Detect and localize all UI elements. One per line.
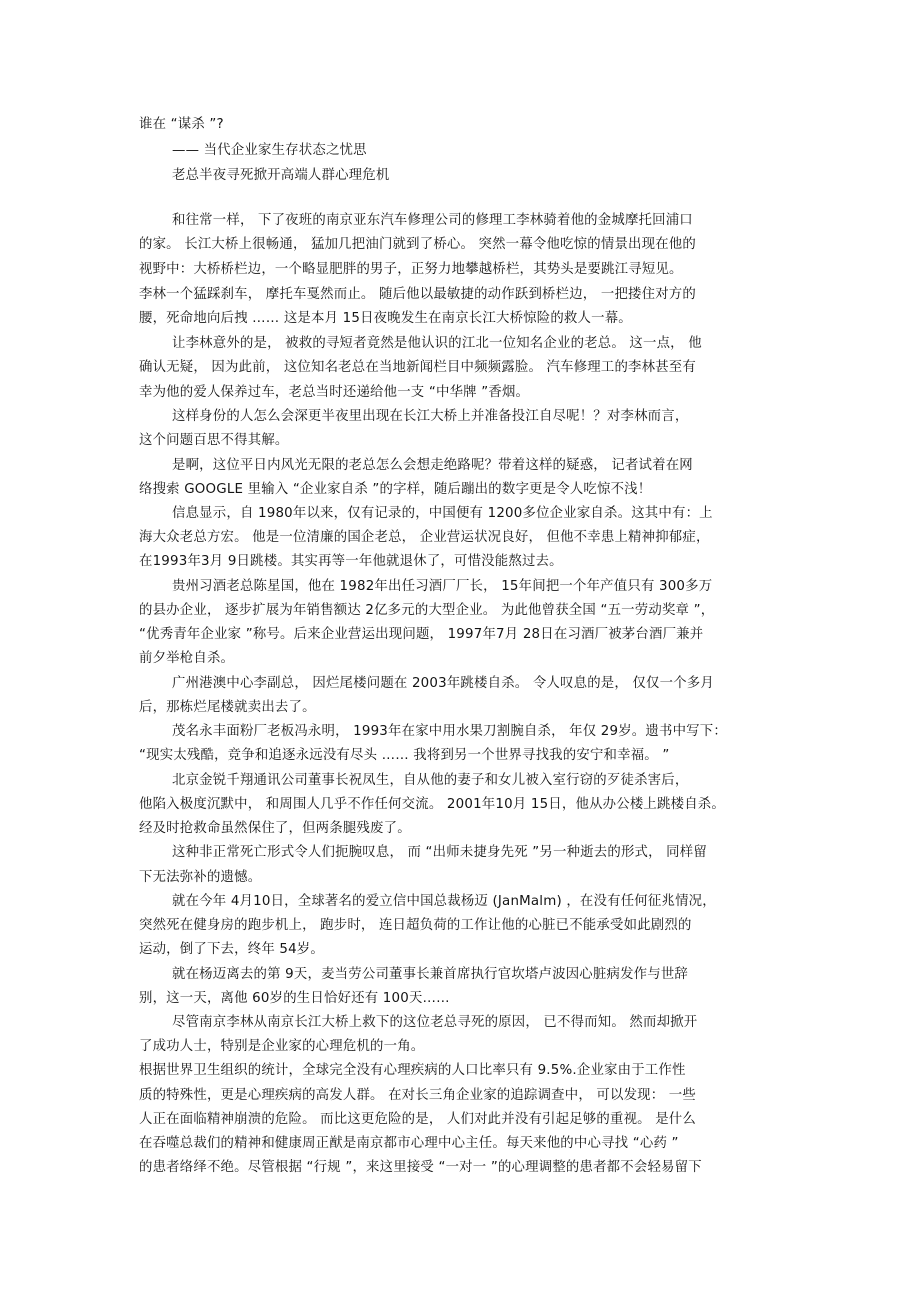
body-line: 经及时抢救命虽然保住了，但两条腿残废了。 [139,821,411,836]
body-line: 的患者络绎不绝。尽管根据 “行规 ”，来这里接受 “一对一 ”的心理调整的患者都不会轻易留下 [139,1160,702,1175]
body-line: 的家。 长江大桥上很畅通， 猛加几把油门就到了桥心。 突然一幕令他吃惊的情景出现在他的 [139,237,696,252]
body-line: 幸为他的爱人保养过车，老总当时还递给他一支 “中华牌 ”香烟。 [139,385,530,400]
body-line: 络搜索 GOOGLE 里输入 “企业家自杀 ”的字样，随后蹦出的数字更是令人吃惊不浅！ [139,482,652,497]
document-subtitle: —— 当代企业家生存状态之忧思 [172,143,367,158]
body-line: 这样身份的人怎么会深更半夜里出现在长江大桥上并准备投江自尽呢！？对李林而言， [172,409,689,424]
body-line: 质的特殊性，更是心理疾病的高发人群。 在对长三角企业家的追踪调查中， 可以发现： 一些 [139,1088,696,1103]
body-line: 了成功人士，特别是企业家的心理危机的一角。 [139,1039,425,1054]
body-line: 运动，倒了下去，终年 54岁。 [139,942,324,957]
body-line: 让李林意外的是， 被救的寻短者竟然是他认识的江北一位知名企业的老总。 这一点， 他 [172,336,702,351]
body-line: 别，这一天，离他 60岁的生日恰好还有 100天…… [139,991,450,1006]
body-line: 腰，死命地向后拽 …… 这是本月 15日夜晚发生在南京长江大桥惊险的救人一幕。 [139,311,632,326]
body-line: 在吞噬总裁们的精神和健康周正猷是南京都市心理中心主任。每天来他的中心寻找 “心药 ” [139,1136,679,1151]
body-line: 贵州习酒老总陈星国，他在 1982年出任习酒厂厂长， 15年间把一个年产值只有 300多万 [172,579,713,594]
body-line: “现实太残酷，竞争和追逐永远没有尽头 …… 我将到另一个世界寻找我的安宁和幸福。 ” [139,748,670,763]
body-line: 这个问题百思不得其解。 [139,433,289,448]
body-line: 在1993年3月 9日跳楼。其实再等一年他就退休了，可惜没能熬过去。 [139,554,563,569]
body-line: 信息显示，自 1980年以来，仅有记录的，中国便有 1200多位企业家自杀。这其中有：上 [172,506,713,521]
body-line: 根据世界卫生组织的统计，全球完全没有心理疾病的人口比率只有 9.5%.企业家由于工作性 [139,1063,686,1078]
body-line: 后，那栋烂尾楼就卖出去了。 [139,700,316,715]
body-line: 广州港澳中心李副总， 因烂尾楼问题在 2003年跳楼自杀。 令人叹息的是， 仅仅一个多月 [172,676,714,691]
body-line: 就在杨迈离去的第 9天，麦当劳公司董事长兼首席执行官坎塔卢波因心脏病发作与世辞 [172,967,689,982]
body-line: 和往常一样， 下了夜班的南京亚东汽车修理公司的修理工李林骑着他的金城摩托回浦口 [172,213,693,228]
body-line: 的县办企业， 逐步扩展为年销售额达 2亿多元的大型企业。 为此他曾获全国 “五一劳动奖章 ”， [139,603,715,618]
body-line: 是啊，这位平日内风光无限的老总怎么会想走绝路呢？带着这样的疑惑， 记者试着在网 [172,458,693,473]
document-title: 谁在 “谋杀 ”? [139,117,224,132]
body-line: 确认无疑， 因为此前， 这位知名老总在当地新闻栏目中频频露脸。 汽车修理工的李林甚至有 [139,360,696,375]
body-line: 茂名永丰面粉厂老板冯永明， 1993年在家中用水果刀割腕自杀， 年仅 29岁。遗书中写下： [172,724,727,739]
body-line: 北京金锐千翔通讯公司董事长祝凤生，自从他的妻子和女儿被入室行窃的歹徒杀害后， [172,773,689,788]
body-line: 海大众老总方宏。 他是一位清廉的国企老总， 企业营运状况良好， 但他不幸患上精神抑郁症， [139,530,710,545]
body-line: “优秀青年企业家 ”称号。后来企业营运出现问题， 1997年7月 28日在习酒厂被茅台酒厂兼并 [139,627,704,642]
body-line: 视野中：大桥桥栏边，一个略显肥胖的男子，正努力地攀越桥栏，其势头是要跳江寻短见。 [139,262,683,277]
body-line: 前夕举枪自杀。 [139,651,235,666]
body-line: 尽管南京李林从南京长江大桥上救下的这位老总寻死的原因， 已不得而知。 然而却掀开 [172,1015,698,1030]
document-headline: 老总半夜寻死掀开高端人群心理危机 [172,168,390,183]
body-line: 就在今年 4月10日，全球著名的爱立信中国总裁杨迈 (JanMalm) ，在没有任何征兆情况， [172,894,716,909]
body-line: 下无法弥补的遗憾。 [139,870,262,885]
body-line: 这种非正常死亡形式令人们扼腕叹息， 而 “出师未捷身先死 ”另一种逝去的形式， 同样留 [172,845,707,860]
body-line: 人正在面临精神崩溃的危险。 而比这更危险的是， 人们对此并没有引起足够的重视。 是什么 [139,1112,696,1127]
body-line: 他陷入极度沉默中， 和周围人几乎不作任何交流。 2001年10月 15日，他从办公楼上跳楼自杀。 [139,797,725,812]
body-line: 李林一个猛踩刹车， 摩托车戛然而止。 随后他以最敏捷的动作跃到桥栏边， 一把搂住对方的 [139,287,696,302]
body-line: 突然死在健身房的跑步机上， 跑步时， 连日超负荷的工作让他的心脏已不能承受如此剧烈的 [139,918,692,933]
